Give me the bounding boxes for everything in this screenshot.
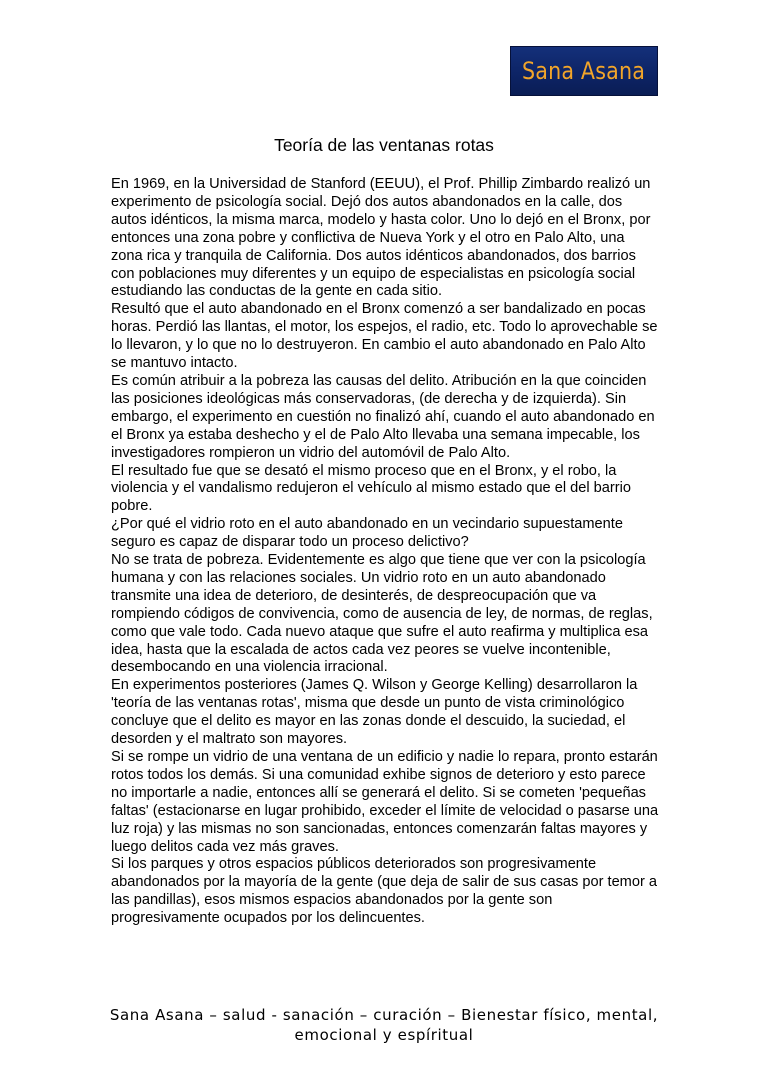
- footer-line: emocional y espíritual: [294, 1026, 474, 1044]
- paragraph: Es común atribuir a la pobreza las causas del delito. Atribución en la que coinciden las posiciones ideológicas más conservadoras, (de derecha y de izquierda). Sin embargo, el experimento en cuestión no finalizó ahí, cuando el auto abandonado en el Bronx ya estaba deshecho y el de Palo Alto llevaba una semana impecable, los investigadores rompieron un vidrio del automóvil de Palo Alto.: [111, 372, 655, 461]
- paragraph: En experimentos posteriores (James Q. Wilson y George Kelling) desarrollaron la 'teoría de las ventanas rotas', misma que desde un punto de vista criminológico concluye que el delito es mayor en las zonas donde el descuido, la suciedad, el desorden y el maltrato son mayores.: [111, 677, 638, 748]
- footer-line: Sana Asana – salud - sanación – curación – Bienestar físico, mental,: [109, 1006, 659, 1024]
- paragraph: Si se rompe un vidrio de una ventana de un edificio y nadie lo repara, pronto estarán rotos todos los demás. Si una comunidad exhibe signos de deterioro y esto parece no importarle a nadie, entonces allí se generará el delito. Si se cometen 'pequeñas faltas' (estacionarse en lugar prohibido, exceder el límite de velocidad o pasarse una luz roja) y las mismas no son sancionadas, entonces comenzarán faltas mayores y luego delitos cada vez más graves.: [111, 749, 659, 855]
- document-title: Teoría de las ventanas rotas: [274, 135, 494, 155]
- page-footer: [100, 1005, 668, 1045]
- logo-text: Sana Asana: [522, 57, 646, 85]
- document-body: [111, 176, 659, 928]
- paragraph: Si los parques y otros espacios públicos deteriorados son progresivamente abandonados por la mayoría de la gente (que deja de salir de sus casas por temor a las pandillas), esos mismos espacios abandonados por la gente son progresivamente ocupados por los delincuentes.: [111, 856, 657, 927]
- sana-asana-logo: [510, 46, 658, 96]
- paragraph: ¿Por qué el vidrio roto en el auto abandonado en un vecindario supuestamente seguro es capaz de disparar todo un proceso delictivo?: [111, 516, 623, 551]
- paragraph: El resultado fue que se desató el mismo proceso que en el Bronx, y el robo, la violencia y el vandalismo redujeron el vehículo al mismo estado que el del barrio pobre.: [111, 462, 631, 515]
- paragraph: En 1969, en la Universidad de Stanford (EEUU), el Prof. Phillip Zimbardo realizó un experimento de psicología social. Dejó dos autos abandonados en la calle, dos autos idénticos, la misma marca, modelo y hasta color. Uno lo dejó en el Bronx, por entonces una zona pobre y conflictiva de Nueva York y el otro en Palo Alto, una zona rica y tranquila de California. Dos autos idénticos abandonados, dos barrios con poblaciones muy diferentes y un equipo de especialistas en psicología social estudiando las conductas de la gente en cada sitio.: [111, 176, 651, 300]
- paragraph: Resultó que el auto abandonado en el Bronx comenzó a ser bandalizado en pocas horas. Perdió las llantas, el motor, los espejos, el radio, etc. Todo lo aprovechable se lo llevaron, y lo que no lo destruyeron. En cambio el auto abandonado en Palo Alto se mantuvo intacto.: [111, 301, 658, 372]
- paragraph: No se trata de pobreza. Evidentemente es algo que tiene que ver con la psicología humana y con las relaciones sociales. Un vidrio roto en un auto abandonado transmite una idea de deterioro, de desinterés, de despreocupación que va rompiendo códigos de convivencia, como de ausencia de ley, de normas, de reglas, como que vale todo. Cada nuevo ataque que sufre el auto reafirma y multiplica esa idea, hasta que la escalada de actos cada vez peores se vuelve incontenible, desembocando en una violencia irracional.: [111, 552, 653, 676]
